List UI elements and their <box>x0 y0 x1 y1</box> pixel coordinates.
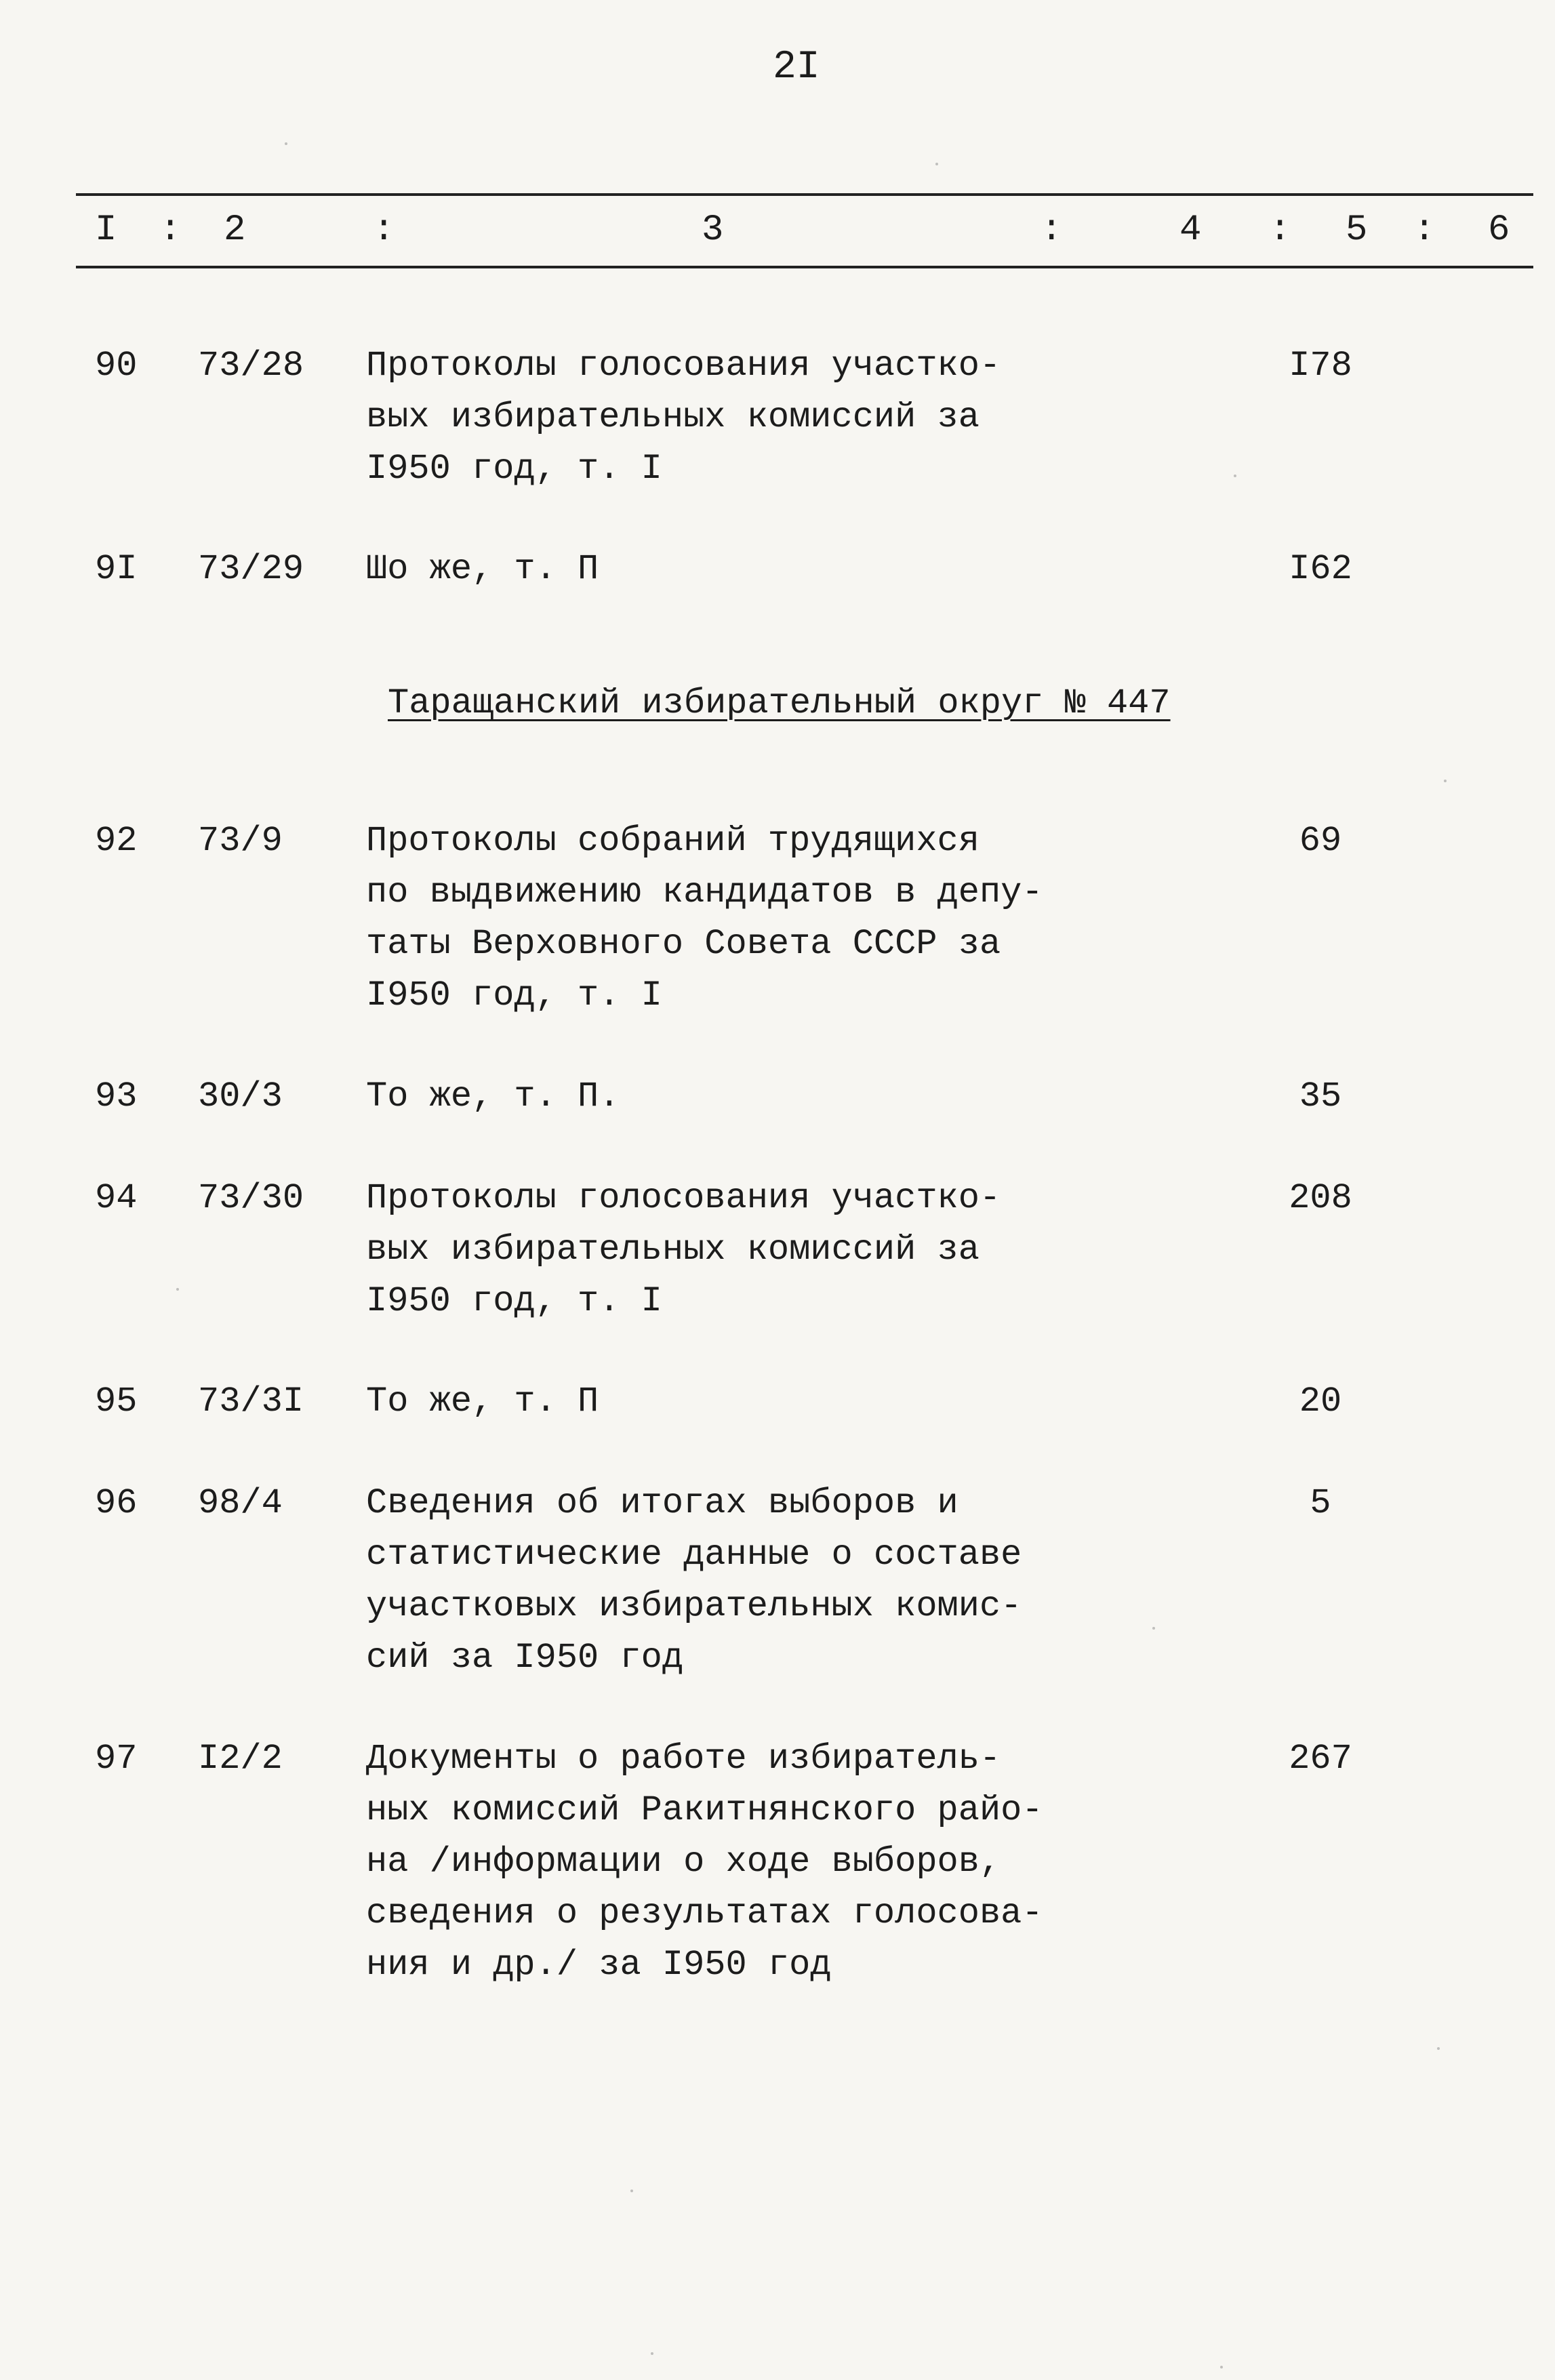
page-number: 2I <box>773 45 820 89</box>
header-separator: : <box>1269 209 1291 251</box>
table-header-row <box>0 205 1555 259</box>
header-col-6: 6 <box>1488 209 1510 251</box>
description-line: Сведения об итогах выборов и <box>366 1483 958 1523</box>
description-line: I950 год, т. I <box>366 975 662 1015</box>
description-line: То же, т. П. <box>366 1076 620 1116</box>
entry-code: 73/29 <box>198 549 304 589</box>
entry-sheets: 208 <box>1289 1178 1352 1218</box>
description-line: Шо же, т. П <box>366 549 599 589</box>
description-line: сий за I950 год <box>366 1638 684 1678</box>
table-header-top-rule <box>76 193 1533 196</box>
description-line: вых избирательных комиссий за <box>366 1230 980 1270</box>
entry-code: 73/28 <box>198 346 304 386</box>
description-line: статистические данные о составе <box>366 1535 1022 1575</box>
description-line: Протоколы голосования участко- <box>366 346 1001 386</box>
entry-sheets: 267 <box>1289 1739 1352 1779</box>
scan-speck <box>1444 780 1447 782</box>
description-line: сведения о результатах голосова- <box>366 1893 1043 1933</box>
entry-sheets: 69 <box>1299 821 1342 861</box>
description-line: Протоколы собраний трудящихся <box>366 821 980 861</box>
scan-speck <box>285 142 287 145</box>
scan-speck <box>651 2352 653 2355</box>
entry-description <box>366 1478 1098 1684</box>
entry-description <box>366 544 1098 595</box>
description-line: Протоколы голосования участко- <box>366 1178 1001 1218</box>
entry-description <box>366 340 1098 495</box>
description-line: I950 год, т. I <box>366 1281 662 1321</box>
entry-sheets: 5 <box>1310 1483 1331 1523</box>
entry-code: 98/4 <box>198 1483 283 1523</box>
header-col-3: 3 <box>702 209 724 251</box>
entry-description <box>366 1071 1098 1123</box>
description-line: вых избирательных комиссий за <box>366 397 980 437</box>
description-line: на /информации о ходе выборов, <box>366 1842 1001 1882</box>
description-line: по выдвижению кандидатов в депу- <box>366 872 1043 912</box>
section-heading: Таращанский избирательный округ № 447 <box>388 683 1171 723</box>
entry-sheets: I78 <box>1289 346 1352 386</box>
entry-number: 97 <box>95 1739 138 1779</box>
entry-code: I2/2 <box>198 1739 283 1779</box>
description-line: I950 год, т. I <box>366 449 662 489</box>
scan-speck <box>176 1288 179 1291</box>
entry-code: 73/9 <box>198 821 283 861</box>
header-separator: : <box>1041 209 1063 251</box>
description-line: ния и др./ за I950 год <box>366 1945 832 1985</box>
entry-number: 96 <box>95 1483 138 1523</box>
entry-number: 90 <box>95 346 138 386</box>
entry-number: 92 <box>95 821 138 861</box>
entry-sheets: 20 <box>1299 1381 1342 1421</box>
entry-number: 9I <box>95 549 138 589</box>
entry-number: 94 <box>95 1178 138 1218</box>
scan-speck <box>1152 1627 1155 1630</box>
description-line: Документы о работе избиратель- <box>366 1739 1001 1779</box>
description-line: участковых избирательных комис- <box>366 1586 1022 1626</box>
entry-sheets: I62 <box>1289 549 1352 589</box>
scan-speck <box>1437 2047 1440 2050</box>
entry-sheets: 35 <box>1299 1076 1342 1116</box>
scan-speck <box>1220 2366 1223 2368</box>
entry-code: 73/30 <box>198 1178 304 1218</box>
entry-code: 30/3 <box>198 1076 283 1116</box>
header-col-2: 2 <box>224 209 246 251</box>
entry-number: 95 <box>95 1381 138 1421</box>
entry-description <box>366 1733 1098 1991</box>
header-separator: : <box>159 209 182 251</box>
entry-code: 73/3I <box>198 1381 304 1421</box>
entry-number: 93 <box>95 1076 138 1116</box>
description-line: То же, т. П <box>366 1381 599 1421</box>
entry-description <box>366 815 1098 1022</box>
entry-description <box>366 1173 1098 1327</box>
header-separator: : <box>373 209 395 251</box>
description-line: ных комиссий Ракитнянского райо- <box>366 1790 1043 1830</box>
header-col-4: 4 <box>1179 209 1202 251</box>
scan-speck <box>935 163 938 165</box>
entry-description <box>366 1376 1098 1428</box>
scan-speck <box>630 2190 633 2192</box>
header-col-5: 5 <box>1346 209 1368 251</box>
header-separator: : <box>1413 209 1436 251</box>
table-header-bottom-rule <box>76 266 1533 268</box>
header-col-1: I <box>95 209 117 251</box>
scan-speck <box>1234 475 1236 477</box>
description-line: таты Верховного Совета СССР за <box>366 924 1001 964</box>
